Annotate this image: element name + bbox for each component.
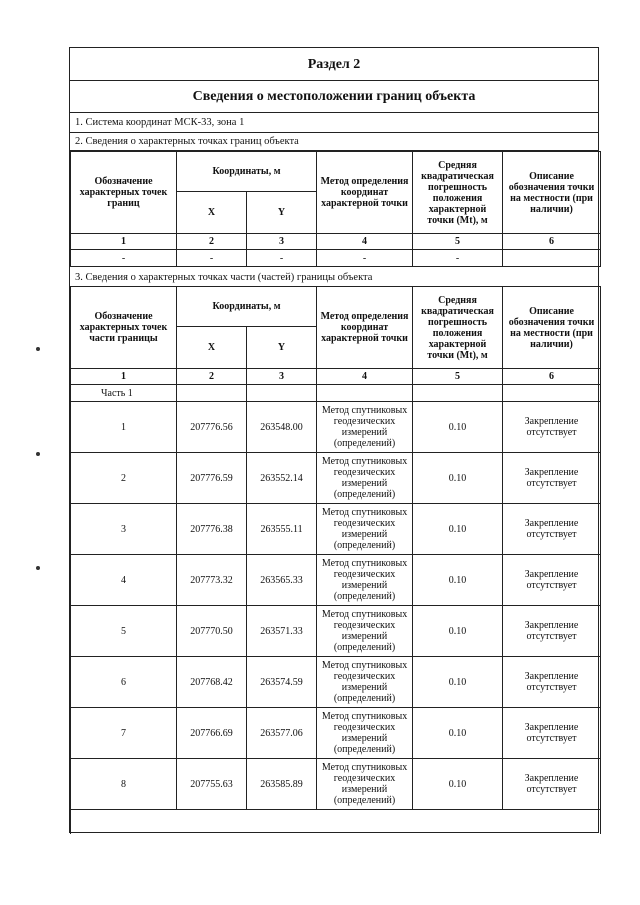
table-cell: 207776.56 bbox=[177, 402, 247, 453]
section2-heading: 2. Сведения о характерных точках границ объекта bbox=[70, 133, 598, 151]
table-cell: 2 bbox=[177, 369, 247, 385]
table-cell: 5 bbox=[413, 234, 503, 250]
table-cell: 207776.59 bbox=[177, 453, 247, 504]
document-frame bbox=[69, 47, 599, 833]
part-label: Часть 1 bbox=[71, 385, 177, 402]
table-cell: Метод спутниковых геодезических измерений (определений) bbox=[317, 555, 413, 606]
table-cell: - bbox=[413, 250, 503, 267]
table-cell: 3 bbox=[247, 234, 317, 250]
table-cell: Метод спутниковых геодезических измерений (определений) bbox=[317, 708, 413, 759]
table-cell: 3 bbox=[71, 504, 177, 555]
t1-col-designation: Обозначение характерных точек границ bbox=[71, 152, 177, 234]
table-cell: 207773.32 bbox=[177, 555, 247, 606]
table-cell: 2 bbox=[177, 234, 247, 250]
margin-mark bbox=[36, 452, 40, 456]
table-cell: 207776.38 bbox=[177, 504, 247, 555]
table-cell: 0.10 bbox=[413, 657, 503, 708]
table-cell: 3 bbox=[247, 369, 317, 385]
table-cell: 207766.69 bbox=[177, 708, 247, 759]
table-cell: 0.10 bbox=[413, 504, 503, 555]
table-cell: Закрепление отсутствует bbox=[503, 759, 601, 810]
table-cell: Закрепление отсутствует bbox=[503, 555, 601, 606]
table-row bbox=[71, 759, 601, 810]
t2-col-error: Средняя квадратическая погрешность положения характерной точки (Mt), м bbox=[413, 287, 503, 369]
t1-col-error: Средняя квадратическая погрешность положения характерной точки (Mt), м bbox=[413, 152, 503, 234]
point-rows bbox=[71, 402, 601, 810]
t2-col-description: Описание обозначения точки на местности (при наличии) bbox=[503, 287, 601, 369]
t1-col-coords: Координаты, м bbox=[177, 152, 317, 192]
table-cell: 4 bbox=[317, 234, 413, 250]
part-points-table bbox=[70, 286, 601, 834]
table-cell: 6 bbox=[71, 657, 177, 708]
margin-mark bbox=[36, 347, 40, 351]
table-row bbox=[71, 504, 601, 555]
t2-col-x: X bbox=[177, 327, 247, 369]
table-cell: Закрепление отсутствует bbox=[503, 504, 601, 555]
table-cell: Метод спутниковых геодезических измерений (определений) bbox=[317, 402, 413, 453]
table-cell: 6 bbox=[503, 369, 601, 385]
table-cell: Закрепление отсутствует bbox=[503, 708, 601, 759]
table-cell: 0.10 bbox=[413, 759, 503, 810]
table-row bbox=[71, 606, 601, 657]
table-cell: - bbox=[177, 250, 247, 267]
part-label-row bbox=[71, 385, 601, 402]
table-cell: 4 bbox=[71, 555, 177, 606]
table-cell: Метод спутниковых геодезических измерений (определений) bbox=[317, 606, 413, 657]
table-cell: 207755.63 bbox=[177, 759, 247, 810]
table-cell: - bbox=[317, 250, 413, 267]
section3-heading: 3. Сведения о характерных точках части (частей) границы объекта bbox=[75, 272, 373, 283]
boundary-points-table bbox=[70, 151, 601, 267]
table-cell: Метод спутниковых геодезических измерений (определений) bbox=[317, 657, 413, 708]
table-cell: - bbox=[71, 250, 177, 267]
t2-col-coords: Координаты, м bbox=[177, 287, 317, 327]
table-cell: Закрепление отсутствует bbox=[503, 606, 601, 657]
table-cell: 263548.00 bbox=[247, 402, 317, 453]
table-cell: 0.10 bbox=[413, 402, 503, 453]
section-subtitle: Сведения о местоположении границ объекта bbox=[70, 81, 598, 113]
table-cell: 8 bbox=[71, 759, 177, 810]
t1-col-method: Метод определения координат характерной точки bbox=[317, 152, 413, 234]
table-cell: 263577.06 bbox=[247, 708, 317, 759]
table-cell: 263552.14 bbox=[247, 453, 317, 504]
table-cell: 1 bbox=[71, 369, 177, 385]
table-cell: 2 bbox=[71, 453, 177, 504]
table-cell: Закрепление отсутствует bbox=[503, 402, 601, 453]
table-cell: Закрепление отсутствует bbox=[503, 453, 601, 504]
table-cell: 263571.33 bbox=[247, 606, 317, 657]
coord-system-line: 1. Система координат МСК-33, зона 1 bbox=[70, 113, 598, 133]
table-row bbox=[71, 708, 601, 759]
t2-col-designation: Обозначение характерных точек части границы bbox=[71, 287, 177, 369]
table-cell: 1 bbox=[71, 234, 177, 250]
table-cell: 207770.50 bbox=[177, 606, 247, 657]
table-cell: Метод спутниковых геодезических измерений (определений) bbox=[317, 504, 413, 555]
t1-col-x: X bbox=[177, 192, 247, 234]
table-cell: 5 bbox=[71, 606, 177, 657]
t2-number-row bbox=[71, 369, 601, 385]
table-cell: 1 bbox=[71, 402, 177, 453]
table-row bbox=[71, 402, 601, 453]
table-cell: 0.10 bbox=[413, 708, 503, 759]
t1-number-row bbox=[71, 234, 601, 250]
table-cell: Метод спутниковых геодезических измерений (определений) bbox=[317, 453, 413, 504]
table-cell: Метод спутниковых геодезических измерений (определений) bbox=[317, 759, 413, 810]
table-cell: 207768.42 bbox=[177, 657, 247, 708]
table-cell: 7 bbox=[71, 708, 177, 759]
table-cell: 263585.89 bbox=[247, 759, 317, 810]
table-cell bbox=[503, 250, 601, 267]
table-cell: 6 bbox=[503, 234, 601, 250]
t2-col-method: Метод определения координат характерной точки bbox=[317, 287, 413, 369]
table-cell: 263565.33 bbox=[247, 555, 317, 606]
table-row bbox=[71, 453, 601, 504]
table-row bbox=[71, 657, 601, 708]
t1-col-y: Y bbox=[247, 192, 317, 234]
table-cell: 263574.59 bbox=[247, 657, 317, 708]
margin-mark bbox=[36, 566, 40, 570]
t1-empty-row bbox=[71, 250, 601, 267]
table-cell: Закрепление отсутствует bbox=[503, 657, 601, 708]
table-cell: 0.10 bbox=[413, 606, 503, 657]
table-cell: 4 bbox=[317, 369, 413, 385]
table-cell: - bbox=[247, 250, 317, 267]
section-title: Раздел 2 bbox=[70, 48, 598, 81]
table-cell: 0.10 bbox=[413, 555, 503, 606]
t2-col-y: Y bbox=[247, 327, 317, 369]
table-row bbox=[71, 555, 601, 606]
table-cell: 263555.11 bbox=[247, 504, 317, 555]
t1-col-description: Описание обозначения точки на местности (при наличии) bbox=[503, 152, 601, 234]
table-footer-row bbox=[71, 810, 601, 834]
table-cell: 5 bbox=[413, 369, 503, 385]
table-cell: 0.10 bbox=[413, 453, 503, 504]
